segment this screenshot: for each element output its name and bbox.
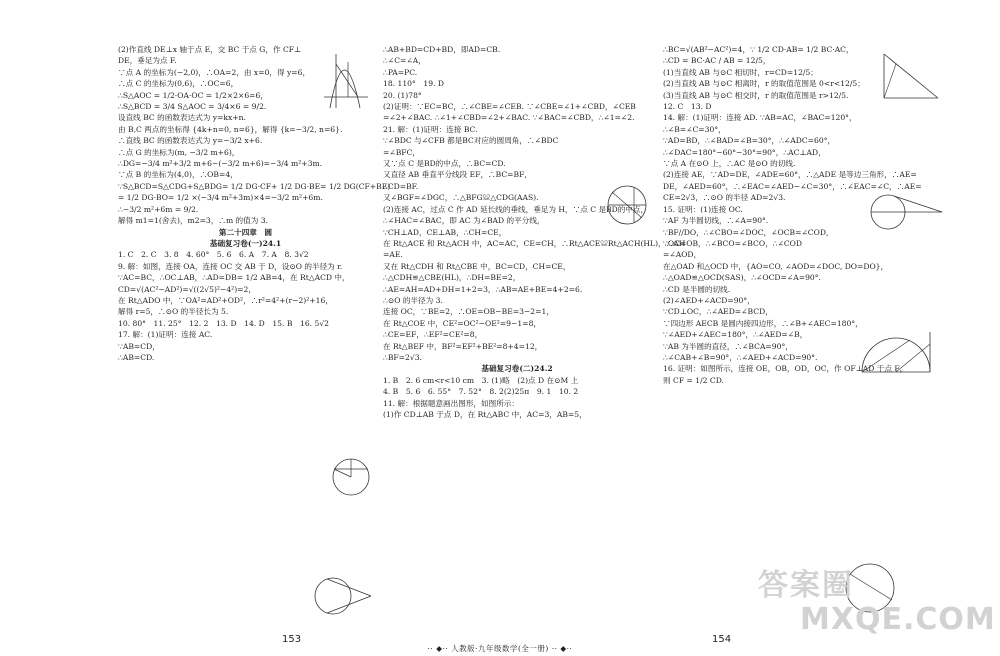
text-line: 21. 解：(1)证明：连接 BC. [383,124,478,134]
text-line: 基础复习卷(二)24.2 [481,364,553,374]
figure-parabola [322,52,370,110]
text-line: ∵AC=BC，∴OC⊥AB，∴AD=DB= 1/2 AB=4，在 Rt△ACD 中， [118,273,350,283]
text-line: ∵∠AED+∠AEC=180°，∴∠AED=∠B， [663,330,808,340]
text-line: =∠AOD， [663,250,702,260]
text-line: 在 Rt△ADO 中，∵OA²=AD²+OD²，∴r²=4²+(r−2)²+16， [118,295,333,305]
text-line: ∴CD=BF. [383,181,419,191]
text-line: ∵OC=OB，∴∠BCO=∠BCO，∴∠COD [663,238,802,248]
figure-triangle [878,50,942,106]
text-line: ∵∠BDC 与∠CFB 都是BC对应的圆周角，∴∠BDC [383,136,559,146]
text-line: ∴△CDH≌△CBE(HL)，∴DH=BE=2， [383,273,521,283]
text-line: 又直径 AB 垂直平分线段 EF，∴BC=BF， [383,170,532,180]
text-line: 1. C 2. C 3. 8 4. 60° 5. 6 6. A 7. A 8. 3√2 [118,250,309,260]
text-line: CE=2√3，∴⊙O 的半径 AD=2√3. [663,193,786,203]
page-number-right: 154 [712,634,732,645]
text-line: ∵AB 为半圆的直径，∴∠BCA=90°， [663,341,793,351]
text-line: 14. 解：(1)证明：连接 AD. ∵AB=AC，∠BAC=120°， [663,113,857,123]
text-line: ∵S△BCD=S△CDG+S△BDG= 1/2 DG·CF+ 1/2 DG·BE= 1/2 DG(CF+BE) [118,181,391,191]
text-line: 在 Rt△COE 中，CE²=OC²−OE²=9−1=8， [383,318,541,328]
text-line: ∵AF 为半圆切线，∴∠A=90°. [663,216,769,226]
text-line: 10. 80° 11. 25° 12. 2 13. D 14. D 15. B 16. 5√2 [118,318,330,328]
text-line: ∴AB=CD. [118,352,155,362]
text-line: ∴BF=2√3. [383,352,422,362]
text-line: ∴CD 是半圆的切线. [663,284,731,294]
text-line: 由 B,C 两点的坐标得 {4k+n=0, n=6}，解得 {k=−3/2, n=6}. [118,124,343,134]
text-line: ∵BF//DO，∴∠CBO=∠DOC，∠OCB=∠COD， [663,227,834,237]
text-line: 9. 解：如图，连接 OA，连接 OC 交 AB 于 D，设⊙O 的半径为 r. [118,261,343,271]
text-line: (2)当直线 AB 与⊙C 相离时，r 的取值范围是 0<r<12/5； [663,79,865,89]
text-line: 1. B 2. 6 cm<r<10 cm 3. (1)略 (2)点 D 在⊙M 上 [383,375,579,385]
text-line: 在△OAD 和△OCD 中，{AO=CO, ∠AOD=∠DOC, DO=DO}， [663,261,889,271]
text-line: ∵点 B 的坐标为(4,0)，∴OB=4， [118,170,238,180]
text-line: 解得 m1=1(舍去)，m2=3，∴m 的值为 3. [118,216,269,226]
text-line: 设直线 BC 的函数表达式为 y=kx+n. [118,113,246,123]
text-line: ∵CH⊥AD，CE⊥AB，∴CH=CE， [383,227,507,237]
text-line: (3)当直线 AB 与⊙C 相交时，r 的取值范围是 r>12/5. [663,90,849,100]
text-line: ∴点 G 的坐标为(m, −3/2 m+6)， [118,147,240,157]
text-line: 17. 解：(1)证明：连接 AC. [118,330,213,340]
text-line: ∴∠DAC=180°−60°−30°=90°，∴AC⊥AD， [663,147,826,157]
text-line: ∵AB=CD， [118,341,160,351]
text-line: 第二十四章 圆 [218,227,273,237]
text-line: ∵点 A 的坐标为(−2,0)，∴OA=2，由 x=0，得 y=6， [118,67,311,77]
text-line: ∴∠HAC=∠BAC，即 AC 为∠BAD 的平分线， [383,216,545,226]
text-line: ∴S△BCD = 3/4 S△AOC = 3/4×6 = 9/2. [118,102,267,112]
text-line: 又在 Rt△CDH 和 Rt△CBE 中，BC=CD，CH=CE， [383,261,571,271]
text-line: 12. C 13. D [663,102,712,112]
figure-circle-q17 [313,574,373,618]
text-line: (2)作直线 DE⊥x 轴于点 E，交 BC 于点 G，作 CF⊥ [118,45,302,54]
figure-circle-q9 [330,456,372,498]
text-line: ∵AD=BD，∴∠BAD=∠B=30°，∴∠ADC=60°， [663,136,836,146]
text-line: (2)证明：∵EC=BC，∴∠CBE=∠CEB. ∵∠CBE=∠1+∠CBD，∠CEB [383,102,636,112]
text-line: 解得 r=5，∴⊙O 的半径长为 5. [118,307,229,317]
text-line: ∴−3/2 m²+6m = 9/2. [118,204,199,214]
text-line: ∴⊙O 的半径为 3. [383,295,443,305]
figure-circle-q14 [866,190,944,234]
text-line: ∴∠CAB+∠B=90°，∴∠AED+∠ACD=90°. [663,352,818,362]
text-line: =AE. [383,250,403,260]
text-line: ∴DG=−3/4 m²+3/2 m+6−(−3/2 m+6)=−3/4 m²+3m. [118,159,323,169]
text-line: 15. 证明：(1)连接 OC. [663,204,743,214]
text-line: ∵四边形 AECB 是圆内接四边形，∴∠B+∠AEC=180°， [663,318,863,328]
text-line: ∴∠C=∠A， [383,56,426,66]
text-line: 在 Rt△ACE 和 Rt△ACH 中，AC=AC，CE=CH，∴Rt△ACE≌Rt△ACH(HL)，∴AH [383,238,686,248]
watermark-url: MXQE.COM [800,602,996,637]
text-line: 则 CF = 1/2 CD. [663,375,724,385]
text-line: ∴S△AOC = 1/2·OA·OC = 1/2×2×6=6， [118,90,268,100]
text-line: (2)连接 AE，∵AD=DE，∠ADE=60°，∴△ADE 是等边三角形，∴AE= [663,170,917,180]
text-line: ∴CE=EF，∴EF²=CE²=8， [383,330,483,340]
text-line: 又∠BGF=∠DGC，∴△BFG≌△CDG(AAS). [383,193,539,203]
text-line: ∵CD⊥OC，∴∠AED=∠BCD， [663,307,773,317]
text-line: ∴点 C 的坐标为(0,6)，∴OC=6， [118,79,239,89]
text-line: ∴∠B=∠C=30°， [663,124,726,134]
text-line: (2)连接 AC，过点 C 作 AD 延长线的垂线，垂足为 H，∵点 C 是BD的中点， [383,204,649,214]
text-line: =∠2+∠BAC. ∴∠1+∠CBD=∠2+∠BAC. ∵∠BAC=∠CBD，∴∠1=∠2. [383,113,635,123]
text-line: ∴△OAD≌△OCD(SAS)，∴∠OCD=∠A=90°. [663,273,821,283]
text-line: ∴CD = BC·AC / AB = 12/5， [663,56,771,66]
text-line: ∴AB+BD=CD+BD，即AD=CB. [383,45,501,54]
text-line: 16. 证明：如图所示，连接 OE，OB，OD，OC，作 OF⊥AD 于点 F， [663,364,908,374]
figure-circle-q21 [604,182,650,228]
text-line: DE，垂足为点 F. [118,56,177,66]
text-line: 连接 OC，∵BE=2，∴OE=OB−BE=3−2=1， [383,307,554,317]
text-line: (1)作 CD⊥AB 于点 D，在 Rt△ABC 中，AC=3，AB=5， [383,410,587,419]
text-line: DE，∠AED=60°，∴∠EAC=∠AED−∠C=30°，∴∠EAC=∠C，∴AE= [663,181,922,191]
text-line: = 1/2 DG·BO= 1/2 ×(−3/4 m²+3m)×4=−3/2 m²+6m. [118,193,323,203]
text-line: ∴BC=√(AB²−AC²)=4，∵ 1/2 CD·AB= 1/2 BC·AC， [663,45,854,54]
text-line: ∴PA=PC. [383,67,418,77]
text-line: 基础复习卷(一)24.1 [209,238,282,248]
page-number-left: 153 [282,634,302,645]
text-line: (2)∠AED+∠ACD=90°， [663,295,755,305]
text-line: 18. 110° 19. D [383,79,444,89]
watermark-logo: 答案圈 [758,568,854,603]
footer: ·· ◆·· 人教版·九年级数学(全一册) ·· ◆·· [427,644,573,653]
text-line: 在 Rt△BEF 中，BF²=EF²+BE²=8+4=12， [383,341,543,351]
text-line: 4. B 5. 6 6. 55° 7. 52° 8. 2(2)25π 9. 1 10. 2 [383,387,579,397]
text-line: CD=√(AC²−AD²)=√((2√5)²−4²)=2， [118,284,256,294]
text-line: 20. (1)78° [383,90,422,100]
text-line: ∵点 A 在⊙O 上，∴AC 是⊙O 的切线. [663,159,796,169]
text-line: ∴直线 BC 的函数表达式为 y=−3/2 x+6. [118,136,263,146]
text-line: 11. 解：根据题意画出图形，如图所示： [383,398,519,408]
figure-semicircle [858,330,938,380]
text-line: 又∵点 C 是BD的中点，∴BC=CD. [383,159,506,169]
text-line: (1)当直线 AB 与⊙C 相切时，r=CD=12/5； [663,67,818,77]
text-line: =∠BFC， [383,147,420,157]
text-line: ∴AE=AH=AD+DH=1+2=3，∴AB=AE+BE=4+2=6. [383,284,583,294]
